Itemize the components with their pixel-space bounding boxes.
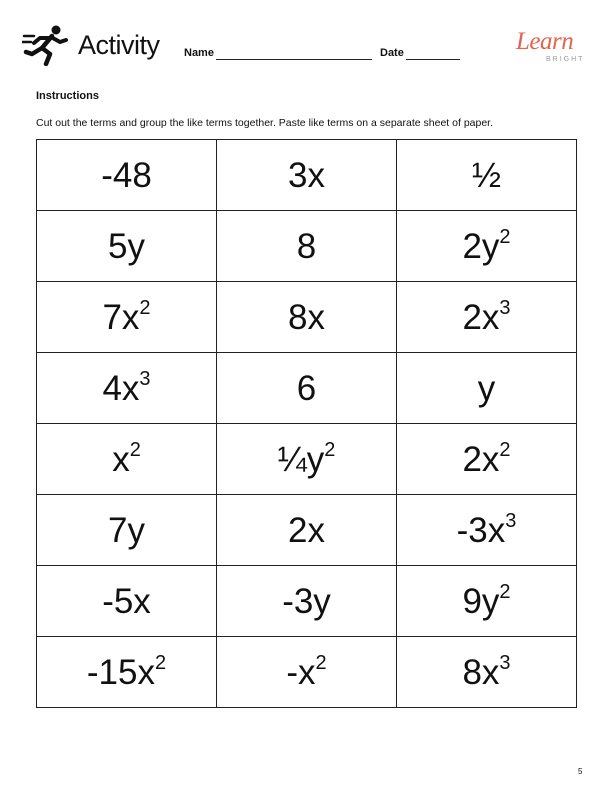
term-card[interactable] [37,566,217,637]
term-base: -x [286,652,316,692]
term-card[interactable] [217,211,397,282]
date-label: Date [380,47,404,59]
term-card[interactable] [397,353,577,424]
term-base: 3x [288,155,325,195]
term-card[interactable] [397,211,577,282]
term-card[interactable] [37,282,217,353]
term-card[interactable] [37,637,217,708]
term-base: -3x [456,510,506,550]
term-card[interactable] [217,282,397,353]
term-base: 2x [288,510,325,550]
term-card[interactable] [397,637,577,708]
term-base: 2x [462,297,500,337]
term-exponent: 2 [129,438,141,461]
date-field[interactable] [406,59,460,60]
term-base: 7x [102,297,140,337]
terms-row [37,353,577,424]
term-base: -5x [102,581,151,621]
term-card[interactable] [397,566,577,637]
term-base: 8 [296,226,317,266]
term-exponent: 3 [505,509,517,532]
term-base: 8x [288,297,325,337]
term-base: 4x [102,368,140,408]
term-card[interactable] [37,140,217,211]
term-base: y [477,368,496,408]
term-exponent: 3 [499,296,511,319]
term-card[interactable] [217,566,397,637]
term-card[interactable] [217,495,397,566]
term-base: x [112,439,130,479]
term-base: -3y [282,581,331,621]
term-exponent: 2 [154,651,167,674]
term-base: 2y [462,226,500,266]
term-card[interactable] [37,211,217,282]
terms-grid [36,139,577,708]
terms-row [37,566,577,637]
term-card[interactable] [217,637,397,708]
page-header [0,0,612,80]
term-exponent: 2 [315,651,327,674]
term-card[interactable] [397,282,577,353]
logo-word: Learn [516,28,574,55]
term-exponent: 2 [499,580,511,603]
terms-row [37,140,577,211]
terms-row [37,424,577,495]
term-base: 8x [462,652,500,692]
terms-row [37,495,577,566]
name-label: Name [184,47,214,59]
term-base: 9y [462,581,500,621]
instructions-text: Cut out the terms and group the like terms together. Paste like terms on a separate sheet of paper. [36,117,494,129]
term-base: -15x [86,652,155,692]
term-base: -48 [101,155,152,195]
term-card[interactable] [37,424,217,495]
term-base: 7y [108,510,145,550]
term-card[interactable] [397,140,577,211]
term-base: ¼y [277,439,325,479]
logo-subtitle: BRIGHT [546,56,585,63]
term-card[interactable] [217,140,397,211]
term-exponent: 2 [499,438,511,461]
page-number: 5 [578,767,583,776]
term-base: 5y [108,226,145,266]
terms-row [37,637,577,708]
term-card[interactable] [37,353,217,424]
term-card[interactable] [397,424,577,495]
term-card[interactable] [217,424,397,495]
term-base: 2x [462,439,500,479]
term-card[interactable] [397,495,577,566]
page-title: Activity [78,30,160,60]
running-person-icon [22,24,68,66]
term-card[interactable] [217,353,397,424]
terms-row [37,282,577,353]
term-exponent: 3 [139,367,151,390]
term-exponent: 3 [499,651,511,674]
term-base: 6 [296,368,317,408]
term-base: ½ [471,155,502,195]
term-card[interactable] [37,495,217,566]
terms-row [37,211,577,282]
term-exponent: 2 [499,225,511,248]
name-field[interactable] [216,59,372,60]
instructions-heading: Instructions [36,90,99,102]
learn-bright-logo [516,28,592,68]
term-exponent: 2 [324,438,336,461]
term-exponent: 2 [139,296,151,319]
